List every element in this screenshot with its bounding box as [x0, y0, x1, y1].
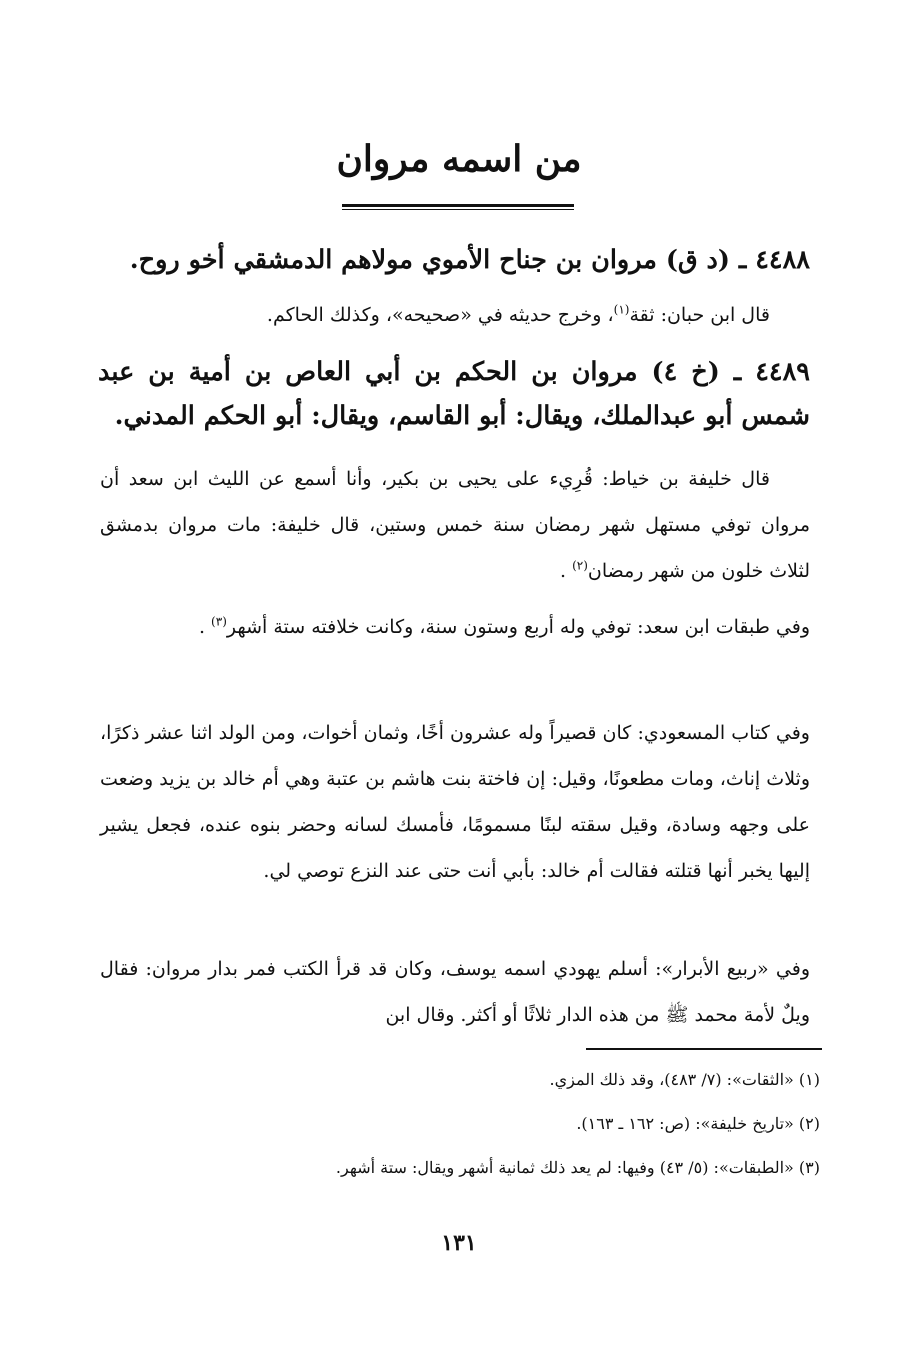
- footnote-2: (٢) «تاريخ خليفة»: (ص: ١٦٢ ـ ١٦٣).: [576, 1114, 820, 1133]
- paragraph-text: قال خليفة بن خياط: قُرِيء على يحيى بن بكير، وأنا أسمع عن الليث ابن سعد أن مروان توفي مستهل شهر رمضان سنة خمس وستين، قال خليفة: مات مروان بدمشق لثلاث خلون من شهر رمضان: [100, 468, 810, 582]
- paragraph-text: وفي «ربيع الأبرار»: أسلم يهودي اسمه يوسف، وكان قد قرأ الكتب فمر بدار مروان: فقال ويلٌ لأمة محمد ﷺ من هذه الدار ثلاثًا أو أكثر. وقال ابن: [100, 958, 810, 1026]
- entry-4489-paragraph-3: [100, 710, 810, 894]
- paragraph-text: قال ابن حبان: ثقة: [629, 304, 770, 326]
- paragraph-text-after: .: [559, 560, 573, 582]
- footnote-separator: [586, 1048, 822, 1050]
- footnote-ref: (٢): [572, 558, 588, 573]
- page-number: ١٣١: [441, 1230, 477, 1256]
- chapter-title: من اسمه مروان: [336, 138, 582, 180]
- paragraph-text-after: .: [198, 616, 212, 638]
- entry-4489-paragraph-4: [100, 946, 810, 1038]
- footnote-ref: (١): [613, 302, 630, 317]
- title-underline: [342, 204, 574, 207]
- paragraph-text: وفي طبقات ابن سعد: توفي وله أربع وستون سنة، وكانت خلافته ستة أشهر: [226, 616, 810, 638]
- entry-4488-paragraph: [100, 292, 810, 338]
- entry-4489-paragraph-2: [100, 604, 810, 650]
- paragraph-text-after: ، وخرج حديثه في «صحيحه»، وكذلك الحاكم.: [266, 304, 614, 326]
- footnote-3: (٣) «الطبقات»: (٥/ ٤٣) وفيها: لم يعد ذلك ثمانية أشهر ويقال: ستة أشهر.: [335, 1158, 820, 1177]
- footnote-ref: (٣): [211, 614, 227, 629]
- entry-heading-4488: ٤٤٨٨ ـ (د ق) مروان بن جناح الأموي مولاهم الدمشقي أخو روح.: [129, 245, 810, 275]
- footnote-1: (١) «الثقات»: (٧/ ٤٨٣)، وقد ذلك المزي.: [549, 1070, 820, 1089]
- entry-4489-paragraph-1: [100, 456, 810, 594]
- entry-heading-4489: ٤٤٨٩ ـ (خ ٤) مروان بن الحكم بن أبي العاص بن أمية بن عبد شمس أبو عبدالملك، ويقال: أبو القاسم، ويقال: أبو الحكم المدني.: [98, 357, 810, 431]
- paragraph-text: وفي كتاب المسعودي: كان قصيراً وله عشرون أخًا، وثمان أخوات، ومن الولد اثنا عشر ذكرًا، وثلاث إناث، ومات مطعونًا، وقيل: إن فاختة بنت هاشم بن عتبة وهي أم خالد بن يزيد وضعت على وجهه وسادة، وقيل سقته لبنًا مسمومًا، فأمسك لسانه وحضر بنوه عنده، فجعل يشير إليها يخبر أنها قتلته فقالت أم خالد: بأبي أنت حتى عند النزع توصي لي.: [100, 722, 810, 882]
